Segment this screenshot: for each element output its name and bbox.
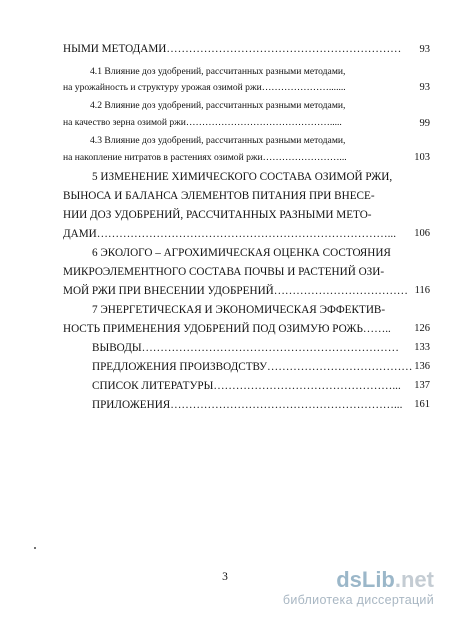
toc-page-number: 161 <box>414 399 430 410</box>
scan-speck <box>34 547 36 549</box>
toc-page-number: 93 <box>419 44 430 55</box>
watermark-logo-part2: .net <box>394 567 434 592</box>
toc-page-number: 106 <box>414 228 430 239</box>
toc-page-number: 136 <box>414 361 430 372</box>
toc-line: 5 ИЗМЕНЕНИЕ ХИМИЧЕСКОГО СОСТАВА ОЗИМОЙ РЖИ, <box>92 171 393 183</box>
toc-line: 7 ЭНЕРГЕТИЧЕСКАЯ И ЭКОНОМИЧЕСКАЯ ЭФФЕКТИВ- <box>92 304 386 316</box>
toc-line: 4.1 Влияние доз удобрений, рассчитанных разными методами, <box>90 66 346 77</box>
toc-line: ДАМИ……………………………………………………………………... <box>63 228 397 240</box>
watermark-logo-part1: dsLib <box>336 567 395 592</box>
toc-page-number: 137 <box>414 380 430 391</box>
page-number: 3 <box>222 571 228 583</box>
toc-page-number: 116 <box>414 285 430 296</box>
toc-line: НЫМИ МЕТОДАМИ……………………………………………………… <box>63 43 402 55</box>
toc-page-number: 99 <box>419 118 430 129</box>
toc-line: на урожайность и структуру урожая озимой ржи…………………....... <box>63 82 346 93</box>
toc-line: ПРЕДЛОЖЕНИЯ ПРОИЗВОДСТВУ………………………………… <box>92 361 413 373</box>
toc-line: 4.2 Влияние доз удобрений, рассчитанных разными методами, <box>90 100 346 111</box>
toc-line: 4.3 Влияние доз удобрений, рассчитанных разными методами, <box>90 135 346 146</box>
watermark-logo <box>283 569 434 591</box>
toc-line: СПИСОК ЛИТЕРАТУРЫ…………………………………………... <box>92 380 401 392</box>
toc-line: ВЫНОСА И БАЛАНСА ЭЛЕМЕНТОВ ПИТАНИЯ ПРИ ВНЕСЕ- <box>63 190 375 202</box>
toc-page-number: 103 <box>414 152 430 163</box>
toc-line: НИИ ДОЗ УДОБРЕНИЙ, РАССЧИТАННЫХ РАЗНЫМИ МЕТО- <box>63 209 372 221</box>
toc-line: ПРИЛОЖЕНИЯ……………………………………………………... <box>92 399 403 411</box>
toc-page-number: 93 <box>419 82 430 93</box>
toc-line: МОЙ РЖИ ПРИ ВНЕСЕНИИ УДОБРЕНИЙ……………………………… <box>63 285 408 297</box>
toc-line: НОСТЬ ПРИМЕНЕНИЯ УДОБРЕНИЙ ПОД ОЗИМУЮ РОЖЬ…….. <box>63 323 391 335</box>
toc-line: 6 ЭКОЛОГО – АГРОХИМИЧЕСКАЯ ОЦЕНКА СОСТОЯНИЯ <box>92 247 391 259</box>
toc-page-number: 133 <box>414 342 430 353</box>
toc-line: на накопление нитратов в растениях озимой ржи……………………... <box>63 152 347 163</box>
watermark-subtitle: библиотека диссертаций <box>282 593 434 607</box>
watermark <box>283 569 434 607</box>
toc-line: МИКРОЭЛЕМЕНТНОГО СОСТАВА ПОЧВЫ И РАСТЕНИЙ ОЗИ- <box>63 266 385 278</box>
toc-page-number: 126 <box>414 323 430 334</box>
toc-line: ВЫВОДЫ…………………………………………………………… <box>92 342 399 354</box>
toc-line: на качество зерна озимой ржи………………………………………..... <box>63 117 342 128</box>
